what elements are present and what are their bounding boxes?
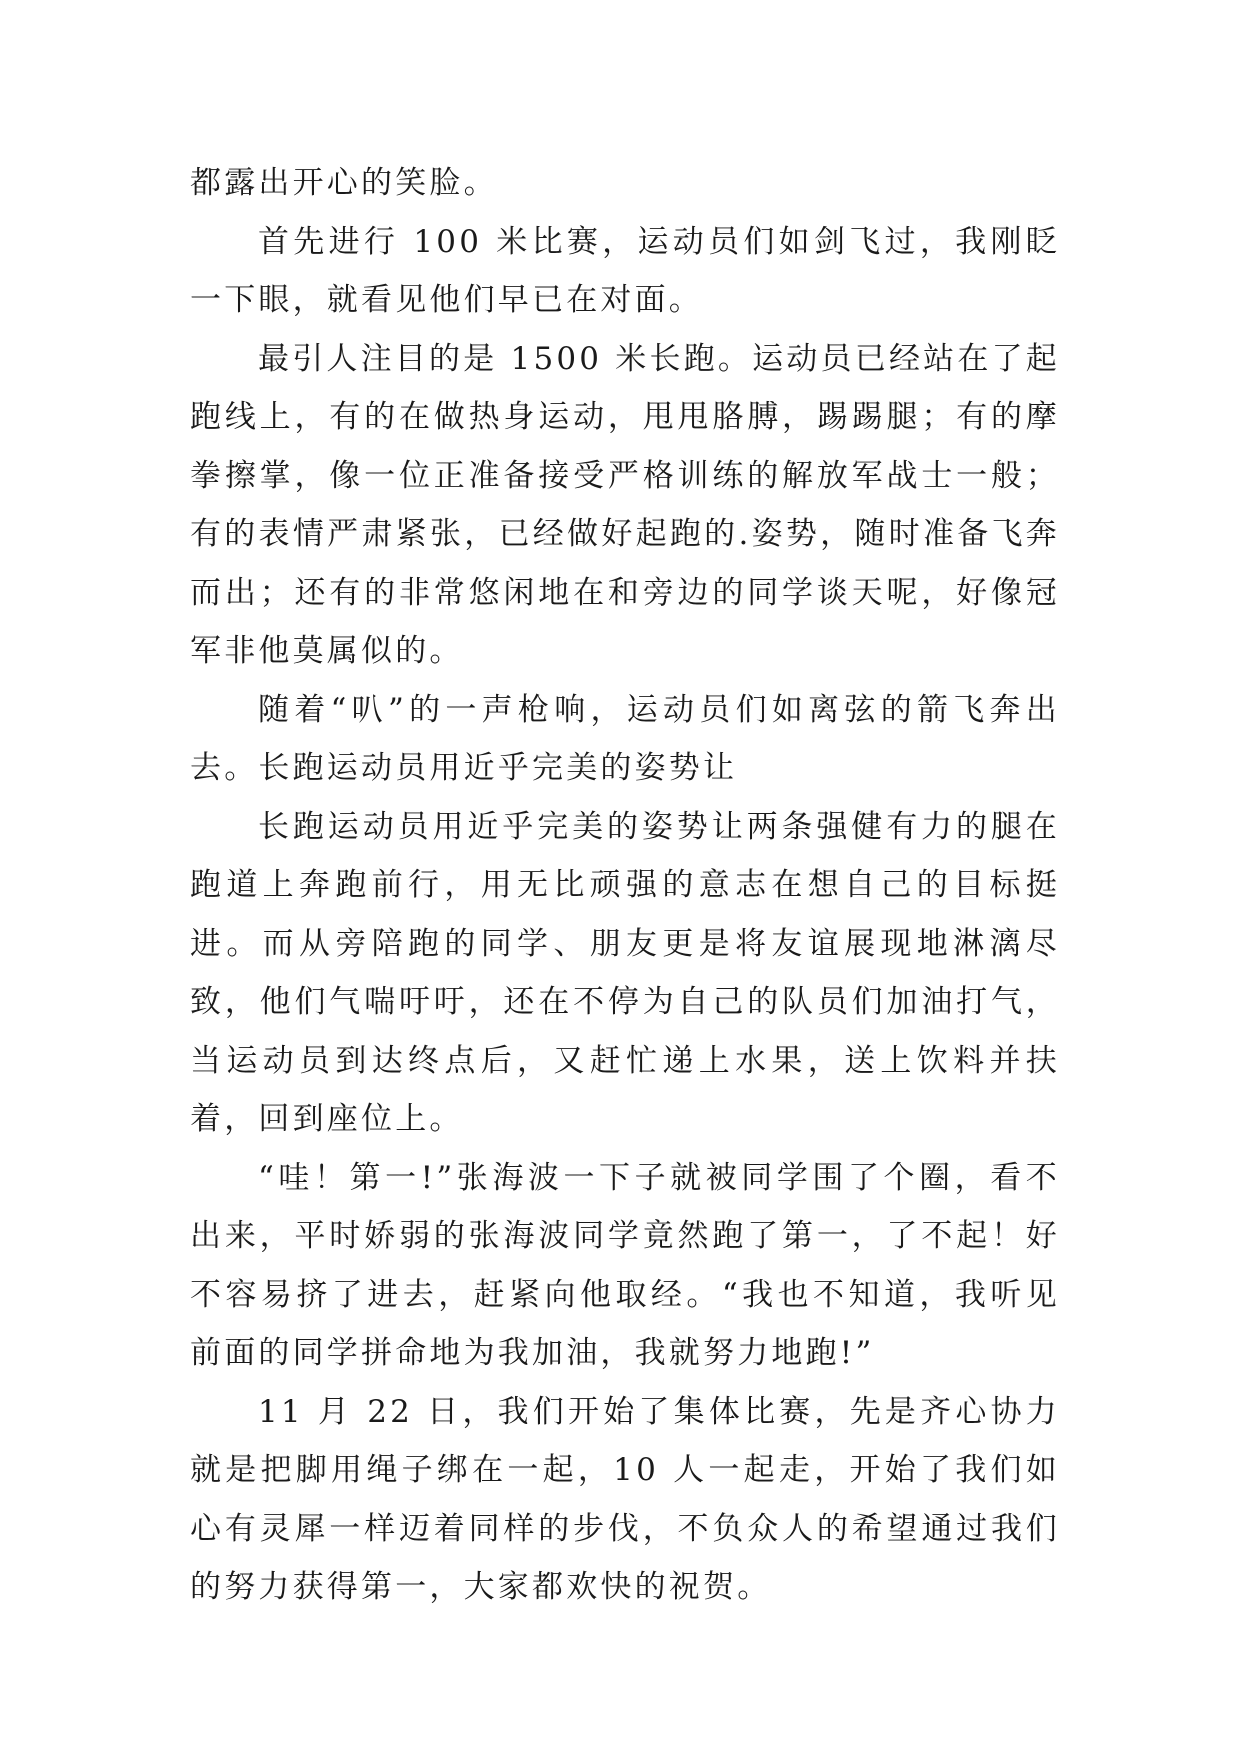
paragraph-7: 11 月 22 日，我们开始了集体比赛，先是齐心协力就是把脚用绳子绑在一起，10 人一起走，开始了我们如心有灵犀一样迈着同样的步伐，不负众人的希望通过我们的努力获得第一，大家都欢快的祝贺。 xyxy=(190,1393,1060,1605)
paragraph-1: 都露出开心的笑脸。 xyxy=(190,165,498,201)
paragraph-2: 首先进行 100 米比赛，运动员们如剑飞过，我刚眨一下眼，就看见他们早已在对面。 xyxy=(190,223,1060,318)
paragraph-6: “哇！第一!”张海波一下子就被同学围了个圈，看不出来，平时娇弱的张海波同学竟然跑了第一，了不起！好不容易挤了进去，赶紧向他取经。“我也不知道，我听见前面的同学拼命地为我加油，我就努力地跑!” xyxy=(190,1159,1060,1371)
paragraph-5: 长跑运动员用近乎完美的姿势让两条强健有力的腿在跑道上奔跑前行，用无比顽强的意志在想自己的目标挺进。而从旁陪跑的同学、朋友更是将友谊展现地淋漓尽致，他们气喘吁吁，还在不停为自己的队员们加油打气，当运动员到达终点后，又赶忙递上水果，送上饮料并扶着，回到座位上。 xyxy=(190,808,1060,1137)
paragraph-4: 随着“叭”的一声枪响，运动员们如离弦的箭飞奔出去。长跑运动员用近乎完美的姿势让 xyxy=(190,691,1060,786)
document-body xyxy=(190,154,1060,1617)
paragraph-3: 最引人注目的是 1500 米长跑。运动员已经站在了起跑线上，有的在做热身运动，甩甩胳膊，踢踢腿；有的摩拳擦掌，像一位正准备接受严格训练的解放军战士一般；有的表情严肃紧张，已经做好起跑的.姿势，随时准备飞奔而出；还有的非常悠闲地在和旁边的同学谈天呢，好像冠军非他莫属似的。 xyxy=(190,340,1060,669)
